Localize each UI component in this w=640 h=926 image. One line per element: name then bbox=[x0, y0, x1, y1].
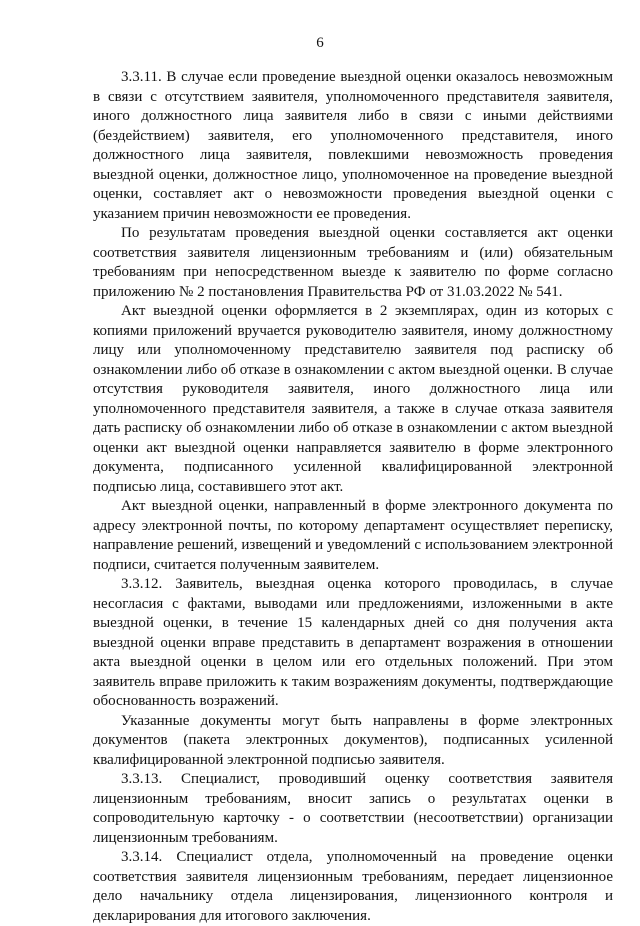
paragraph-3-3-12: 3.3.12. Заявитель, выездная оценка которого проводилась, в случае несогласия с фактами, выводами или предложениями, изложенными в акте выездной оценки, в течение 15 календарных дней со дня получения акта выездной оценки вправе представить в департамент возражения в отношении акта выездной оценки в целом или его отдельных положений. При этом заявитель вправе приложить к таким возражениям документы, подтверждающие обоснованность возражений. bbox=[93, 576, 613, 709]
paragraph-assessment-act: По результатам проведения выездной оценки составляется акт оценки соответствия заявителя лицензионным требованиям и (или) обязательным требованиям при непосредственном выезде к заявителю по форме согласно приложению № 2 постановления Правительства РФ от 31.03.2022 № 541. bbox=[93, 225, 613, 300]
paragraph-3-3-13: 3.3.13. Специалист, проводивший оценку соответствия заявителя лицензионным требованиям, вносит запись о результатах оценки в сопроводительную карточку - о соответствии (несоответствии) организации лицензионным требованиям. bbox=[93, 771, 613, 846]
document-body bbox=[93, 68, 613, 926]
page-number: 6 bbox=[316, 35, 324, 51]
paragraph-3-3-14: 3.3.14. Специалист отдела, уполномоченный на проведение оценки соответствия заявителя лицензионным требованиям, передает лицензионное дело начальнику отдела лицензирования, лицензионного контроля и декларирования для итогового заключения. bbox=[93, 849, 613, 924]
paragraph-act-copies: Акт выездной оценки оформляется в 2 экземплярах, один из которых с копиями приложений вручается руководителю заявителя, иному должностному лицу или уполномоченному представителю заявителя под расписку об ознакомлении либо об отказе в ознакомлении с актом выездной оценки. В случае отсутствия руководителя заявителя, иного должностного лица или уполномоченного представителя заявителя, а также в случае отказа заявителя дать расписку об ознакомлении либо об отказе в ознакомлении с актом выездной оценки акт выездной оценки направляется заявителю в форме электронного документа, подписанного усиленной квалифицированной электронной подписью лица, составившего этот акт. bbox=[93, 303, 613, 495]
paragraph-electronic-documents: Указанные документы могут быть направлены в форме электронных документов (пакета электронных документов), подписанных усиленной квалифицированной электронной подписью заявителя. bbox=[93, 712, 613, 768]
paragraph-electronic-act: Акт выездной оценки, направленный в форме электронного документа по адресу электронной почты, по которому департамент осуществляет переписку, направление решений, извещений и уведомлений с использованием электронной подписи, считается полученным заявителем. bbox=[93, 498, 613, 573]
paragraph-3-3-11: 3.3.11. В случае если проведение выездной оценки оказалось невозможным в связи с отсутствием заявителя, уполномоченного представителя заявителя, иного должностного лица заявителя либо в связи с иными действиями (бездействием) заявителя, его уполномоченного представителя, иного должностного лица заявителя, повлекшими невозможность проведения выездной оценки, должностное лицо, уполномоченное на проведение выездной оценки, составляет акт о невозможности проведения выездной оценки с указанием причин невозможности ее проведения. bbox=[93, 69, 613, 222]
